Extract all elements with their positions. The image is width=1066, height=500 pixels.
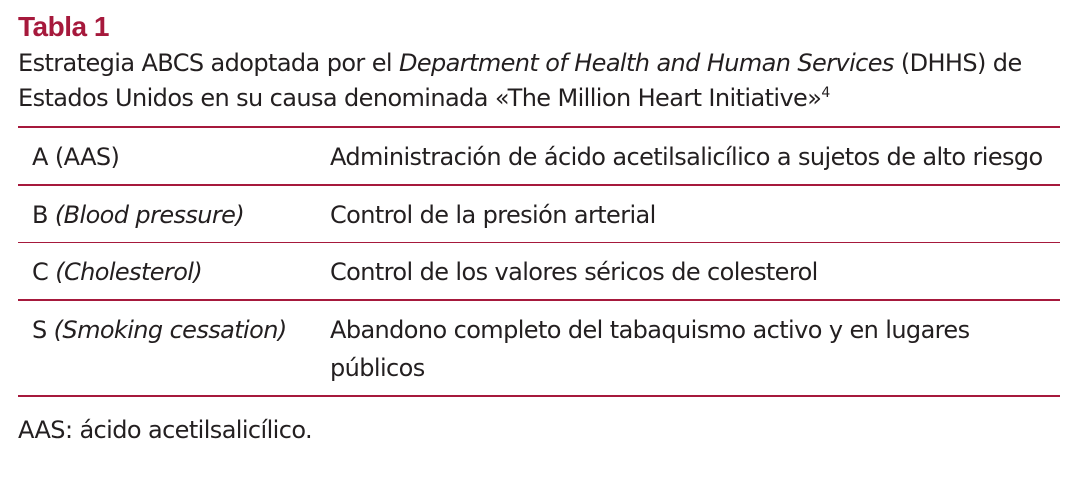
row-description: Abandono completo del tabaquismo activo y en lugares públicos [330,315,970,382]
table-caption [18,46,1058,116]
row-description: Control de los valores séricos de colesterol [330,258,818,286]
row-term: (AAS) [54,143,120,171]
caption-text-italic: Department of Health and Human Services [398,49,894,77]
row-key [18,301,330,395]
table-figure [18,10,1058,447]
row-description: Administración de ácido acetilsalicílico a sujetos de alto riesgo [330,143,1043,171]
table-row [18,243,1060,299]
caption-text-start: Estrategia ABCS adoptada por el [18,49,399,77]
row-term: (Smoking cessation) [53,315,287,344]
bottom-rule [18,395,1060,397]
row-letter: S [32,315,47,344]
row-term: (Blood pressure) [54,200,245,229]
row-key [18,128,330,184]
row-key [18,243,330,299]
row-letter: B [32,200,48,229]
abcs-table [18,128,1060,395]
row-letter: A [32,143,48,171]
table-label: Tabla 1 [18,11,109,42]
caption-reference: 4 [821,85,830,101]
row-key [18,186,330,242]
table-row [18,186,1060,242]
table-footnote: AAS: ácido acetilsalicílico. [18,415,313,444]
row-letter: C [32,258,49,286]
table-row [18,301,1060,395]
table-row [18,128,1060,184]
row-description: Control de la presión arterial [330,200,656,229]
caption-text-end: (DHHS) de Estados Unidos en su causa denominada «The Million Heart Initiative» [18,49,1022,112]
row-term: (Cholesterol) [55,258,203,286]
